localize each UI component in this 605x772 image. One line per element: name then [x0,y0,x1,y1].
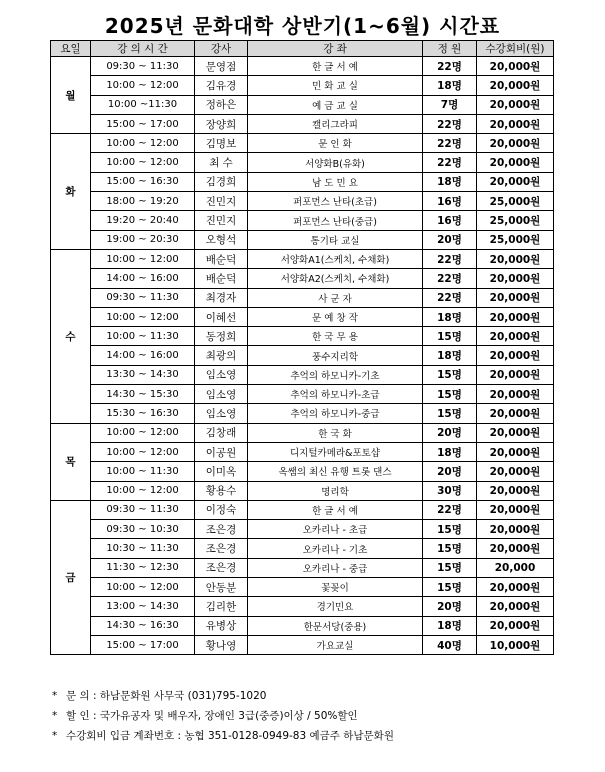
course-cell: 한 글 서 예 [248,57,423,76]
teacher-cell: 진민지 [195,211,248,230]
fee-cell: 20,000원 [477,385,554,404]
fee-cell: 20,000원 [477,423,554,442]
table-row [51,307,554,326]
time-cell: 14:00 ~ 16:00 [91,346,195,365]
time-cell: 11:30 ~ 12:30 [91,558,195,577]
course-cell: 한 국 무 용 [248,327,423,346]
fee-cell: 25,000원 [477,230,554,249]
time-cell: 10:00 ~ 12:00 [91,307,195,326]
capacity-cell: 40명 [423,635,477,654]
time-cell: 10:00 ~ 12:00 [91,578,195,597]
fee-cell: 20,000원 [477,481,554,500]
table-row [51,346,554,365]
fee-cell: 20,000원 [477,153,554,172]
teacher-cell: 조은경 [195,539,248,558]
day-cell: 목 [51,423,91,500]
fee-cell: 20,000원 [477,346,554,365]
table-row [51,230,554,249]
fee-cell: 20,000 [477,558,554,577]
course-cell: 옥쌤의 최신 유행 트롯 댄스 [248,462,423,481]
table-row [51,578,554,597]
course-cell: 통기타 교실 [248,230,423,249]
fee-cell: 20,000원 [477,365,554,384]
header-capacity: 정 원 [423,41,477,57]
teacher-cell: 유병상 [195,616,248,635]
day-cell: 수 [51,249,91,423]
capacity-cell: 18명 [423,76,477,95]
teacher-cell: 이공원 [195,442,248,461]
course-cell: 서양화A2(스케치, 수채화) [248,269,423,288]
table-row [51,114,554,133]
teacher-cell: 이정숙 [195,500,248,519]
teacher-cell: 김명보 [195,134,248,153]
table-row [51,597,554,616]
table-row [51,327,554,346]
capacity-cell: 15명 [423,385,477,404]
time-cell: 13:00 ~ 14:30 [91,597,195,616]
fee-cell: 20,000원 [477,327,554,346]
teacher-cell: 문영점 [195,57,248,76]
fee-cell: 20,000원 [477,404,554,423]
course-cell: 한 국 화 [248,423,423,442]
teacher-cell: 정하은 [195,95,248,114]
time-cell: 10:00 ~ 12:00 [91,442,195,461]
note-marker: * [52,730,58,742]
table-header-row [51,41,554,57]
teacher-cell: 안동분 [195,578,248,597]
capacity-cell: 30명 [423,481,477,500]
time-cell: 19:20 ~ 20:40 [91,211,195,230]
course-cell: 서양화B(유화) [248,153,423,172]
course-cell: 추억의 하모니카-기초 [248,365,423,384]
capacity-cell: 22명 [423,249,477,268]
time-cell: 18:00 ~ 19:20 [91,192,195,211]
teacher-cell: 임소영 [195,385,248,404]
time-cell: 10:00 ~ 12:00 [91,153,195,172]
fee-cell: 20,000원 [477,539,554,558]
capacity-cell: 22명 [423,153,477,172]
capacity-cell: 18명 [423,172,477,191]
course-cell: 경기민요 [248,597,423,616]
time-cell: 09:30 ~ 10:30 [91,520,195,539]
teacher-cell: 황용수 [195,481,248,500]
course-cell: 퍼포먼스 난타(중급) [248,211,423,230]
fee-cell: 20,000원 [477,76,554,95]
table-row [51,76,554,95]
table-row [51,134,554,153]
table-row [51,635,554,654]
capacity-cell: 22명 [423,500,477,519]
note-text: 수강회비 입금 계좌번호 : 농협 351-0128-0949-83 예금주 하남문화원 [66,730,394,742]
fee-cell: 20,000원 [477,57,554,76]
table-row [51,192,554,211]
time-cell: 15:00 ~ 16:30 [91,172,195,191]
note-text: 할 인 : 국가유공자 및 배우자, 장애인 3급(중증)이상 / 50%할인 [66,710,358,722]
fee-cell: 20,000원 [477,597,554,616]
course-cell: 퍼포먼스 난타(초급) [248,192,423,211]
time-cell: 10:00 ~ 11:30 [91,462,195,481]
note-line [52,726,394,746]
time-cell: 15:00 ~ 17:00 [91,635,195,654]
course-cell: 꽃꽂이 [248,578,423,597]
fee-cell: 20,000원 [477,462,554,481]
course-cell: 오카리나 - 초급 [248,520,423,539]
course-cell: 오카리나 - 중급 [248,558,423,577]
capacity-cell: 15명 [423,404,477,423]
capacity-cell: 18명 [423,346,477,365]
time-cell: 14:30 ~ 15:30 [91,385,195,404]
capacity-cell: 15명 [423,520,477,539]
course-cell: 추억의 하모니카-중급 [248,404,423,423]
teacher-cell: 진민지 [195,192,248,211]
fee-cell: 20,000원 [477,616,554,635]
table-body [51,57,554,655]
capacity-cell: 22명 [423,134,477,153]
course-cell: 풍수지리학 [248,346,423,365]
time-cell: 10:00 ~ 12:00 [91,481,195,500]
teacher-cell: 오형석 [195,230,248,249]
table-row [51,172,554,191]
teacher-cell: 김유경 [195,76,248,95]
time-cell: 09:30 ~ 11:30 [91,288,195,307]
time-cell: 10:00 ~ 12:00 [91,249,195,268]
time-cell: 10:00 ~11:30 [91,95,195,114]
teacher-cell: 최광의 [195,346,248,365]
fee-cell: 20,000원 [477,307,554,326]
course-cell: 민 화 교 실 [248,76,423,95]
capacity-cell: 20명 [423,597,477,616]
table-row [51,481,554,500]
course-cell: 서양화A1(스케치, 수채화) [248,249,423,268]
table-row [51,153,554,172]
course-cell: 디지털카메라&포토샵 [248,442,423,461]
time-cell: 13:30 ~ 14:30 [91,365,195,384]
header-day: 요일 [51,41,91,57]
fee-cell: 20,000원 [477,114,554,133]
time-cell: 19:00 ~ 20:30 [91,230,195,249]
capacity-cell: 22명 [423,57,477,76]
teacher-cell: 이혜선 [195,307,248,326]
capacity-cell: 20명 [423,230,477,249]
table-row [51,57,554,76]
course-cell: 예 금 교 실 [248,95,423,114]
time-cell: 10:00 ~ 12:00 [91,134,195,153]
teacher-cell: 김리한 [195,597,248,616]
fee-cell: 25,000원 [477,192,554,211]
course-cell: 문 예 창 작 [248,307,423,326]
fee-cell: 20,000원 [477,249,554,268]
time-cell: 10:00 ~ 11:30 [91,327,195,346]
teacher-cell: 동정희 [195,327,248,346]
table-row [51,95,554,114]
capacity-cell: 16명 [423,192,477,211]
capacity-cell: 18명 [423,442,477,461]
teacher-cell: 이미옥 [195,462,248,481]
time-cell: 15:30 ~ 16:30 [91,404,195,423]
header-fee: 수강회비(원) [477,41,554,57]
course-cell: 문 인 화 [248,134,423,153]
capacity-cell: 15명 [423,578,477,597]
fee-cell: 20,000원 [477,288,554,307]
time-cell: 09:30 ~ 11:30 [91,57,195,76]
course-cell: 오카리나 - 기초 [248,539,423,558]
fee-cell: 20,000원 [477,269,554,288]
capacity-cell: 7명 [423,95,477,114]
time-cell: 10:00 ~ 12:00 [91,76,195,95]
fee-cell: 20,000원 [477,134,554,153]
teacher-cell: 김경희 [195,172,248,191]
teacher-cell: 임소영 [195,365,248,384]
fee-cell: 20,000원 [477,578,554,597]
capacity-cell: 15명 [423,365,477,384]
time-cell: 15:00 ~ 17:00 [91,114,195,133]
teacher-cell: 배순덕 [195,269,248,288]
capacity-cell: 18명 [423,616,477,635]
capacity-cell: 16명 [423,211,477,230]
teacher-cell: 최경자 [195,288,248,307]
table-row [51,269,554,288]
teacher-cell: 조은경 [195,558,248,577]
fee-cell: 10,000원 [477,635,554,654]
header-teacher: 강사 [195,41,248,57]
course-cell: 남 도 민 요 [248,172,423,191]
capacity-cell: 20명 [423,462,477,481]
time-cell: 10:30 ~ 11:30 [91,539,195,558]
capacity-cell: 22명 [423,269,477,288]
note-line [52,706,394,726]
table-row [51,539,554,558]
teacher-cell: 장양희 [195,114,248,133]
header-course: 강 좌 [248,41,423,57]
notes-section [52,686,394,746]
course-cell: 명리학 [248,481,423,500]
header-time: 강 의 시 간 [91,41,195,57]
capacity-cell: 15명 [423,558,477,577]
capacity-cell: 20명 [423,423,477,442]
table-row [51,385,554,404]
day-cell: 화 [51,134,91,250]
table-row [51,500,554,519]
table-row [51,365,554,384]
table-row [51,616,554,635]
capacity-cell: 15명 [423,539,477,558]
teacher-cell: 황나영 [195,635,248,654]
note-marker: * [52,710,58,722]
teacher-cell: 조은경 [195,520,248,539]
time-cell: 09:30 ~ 11:30 [91,500,195,519]
fee-cell: 20,000원 [477,520,554,539]
table-row [51,211,554,230]
capacity-cell: 15명 [423,327,477,346]
fee-cell: 25,000원 [477,211,554,230]
course-cell: 사 군 자 [248,288,423,307]
course-cell: 한 글 서 예 [248,500,423,519]
table-row [51,423,554,442]
course-cell: 추억의 하모니카-초급 [248,385,423,404]
schedule-table [50,40,554,655]
teacher-cell: 김창래 [195,423,248,442]
note-marker: * [52,690,58,702]
time-cell: 10:00 ~ 12:00 [91,423,195,442]
course-cell: 한문서당(중용) [248,616,423,635]
time-cell: 14:30 ~ 16:30 [91,616,195,635]
table-row [51,558,554,577]
course-cell: 가요교실 [248,635,423,654]
day-cell: 금 [51,500,91,654]
fee-cell: 20,000원 [477,95,554,114]
table-row [51,249,554,268]
teacher-cell: 배순덕 [195,249,248,268]
table-row [51,404,554,423]
table-row [51,462,554,481]
time-cell: 14:00 ~ 16:00 [91,269,195,288]
table-row [51,288,554,307]
day-cell: 월 [51,57,91,134]
teacher-cell: 임소영 [195,404,248,423]
note-text: 문 의 : 하남문화원 사무국 (031)795-1020 [66,690,267,702]
fee-cell: 20,000원 [477,172,554,191]
capacity-cell: 22명 [423,288,477,307]
capacity-cell: 22명 [423,114,477,133]
capacity-cell: 18명 [423,307,477,326]
table-row [51,442,554,461]
fee-cell: 20,000원 [477,442,554,461]
teacher-cell: 최 수 [195,153,248,172]
fee-cell: 20,000원 [477,500,554,519]
table-row [51,520,554,539]
page-title: 2025년 문화대학 상반기(1~6월) 시간표 [104,14,501,38]
course-cell: 캘리그라피 [248,114,423,133]
note-line [52,686,394,706]
